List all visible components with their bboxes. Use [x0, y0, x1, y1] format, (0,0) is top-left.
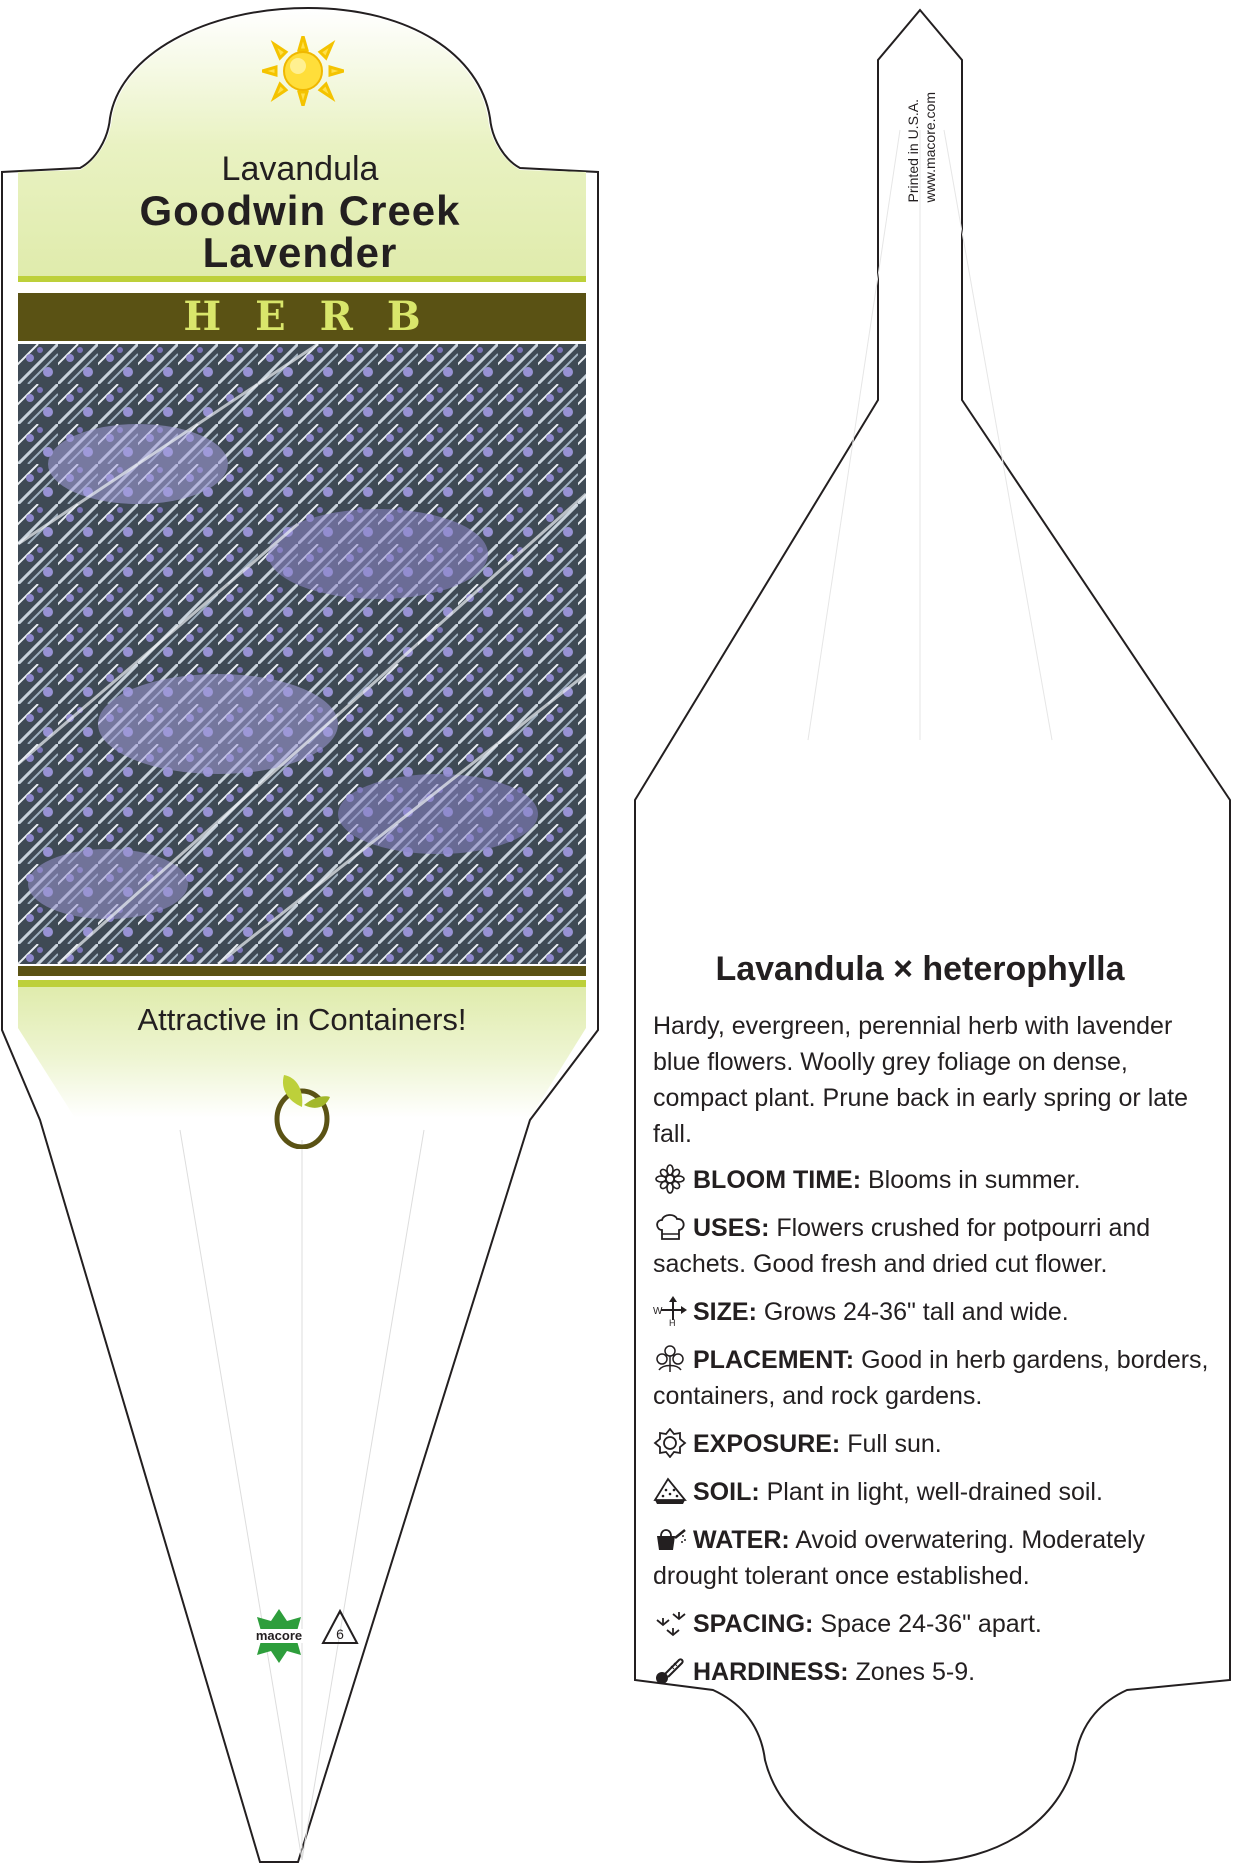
attr-label: SIZE: — [693, 1298, 757, 1326]
attr-label: SPACING: — [693, 1610, 814, 1638]
attr-text: Plant in light, well-drained soil. — [766, 1478, 1103, 1506]
attr-label: USES: — [693, 1214, 770, 1242]
printed-line2: www.macore.com — [922, 92, 938, 203]
attr-label: WATER: — [693, 1526, 790, 1554]
attr-label: HARDINESS: — [693, 1658, 849, 1686]
attr-text: Avoid overwatering. Moderately drought tolerant once established. — [653, 1526, 1146, 1590]
attr-text: Grows 24-36" tall and wide. — [763, 1298, 1069, 1326]
soil-icon — [653, 1476, 687, 1506]
svg-text:H: H — [669, 1318, 676, 1326]
attr-text: Zones 5-9. — [855, 1658, 976, 1686]
chef-hat-icon — [653, 1212, 687, 1242]
attribute-soil — [653, 1474, 1223, 1510]
attr-text: Full sun. — [847, 1430, 942, 1458]
flower-icon — [653, 1164, 687, 1194]
common-name-line1: Goodwin Creek — [139, 187, 461, 234]
attr-label: SOIL: — [693, 1478, 760, 1506]
attr-label: BLOOM TIME: — [693, 1166, 862, 1194]
placement-icon — [653, 1344, 687, 1374]
recycle-code: 6 — [336, 1626, 344, 1642]
genus-name: Lavandula — [221, 150, 379, 188]
common-name — [70, 187, 530, 276]
macore-logo-text: macore — [255, 1628, 303, 1643]
attribute-water — [653, 1522, 1223, 1594]
attribute-exposure — [653, 1426, 1223, 1462]
attribute-hardiness — [653, 1654, 1223, 1690]
seedling-icon — [270, 1067, 334, 1149]
attribute-spacing — [653, 1606, 1223, 1642]
plant-photo — [18, 344, 586, 964]
attr-text: Good in herb gardens, borders, containers, and rock gardens. — [653, 1346, 1209, 1410]
sun-outline-icon — [653, 1428, 687, 1458]
attr-label: EXPOSURE: — [693, 1430, 841, 1458]
watering-can-icon — [653, 1524, 687, 1554]
attr-text: Blooms in summer. — [867, 1166, 1081, 1194]
svg-text:W: W — [653, 1306, 663, 1317]
attr-label: PLACEMENT: — [693, 1346, 855, 1374]
plant-description: Hardy, evergreen, perennial herb with lavender blue flowers. Woolly grey foliage on dense, compact plant. Prune back in early spring or late fall. — [653, 1012, 1188, 1148]
printed-note — [905, 92, 939, 202]
sun-icon — [262, 36, 344, 106]
category-label: HERB — [183, 293, 455, 340]
attribute-placement — [653, 1342, 1223, 1414]
tagline: Attractive in Containers! — [137, 1002, 467, 1037]
size-icon — [653, 1296, 687, 1326]
attribute-size — [653, 1294, 1223, 1330]
botanical-name: Lavandula × heterophylla — [715, 950, 1125, 988]
spacing-icon — [653, 1608, 687, 1638]
care-info — [653, 1008, 1223, 1702]
printed-line1: Printed in U.S.A. — [905, 98, 921, 203]
recycle-icon — [320, 1608, 360, 1648]
macore-logo — [243, 1607, 315, 1663]
attr-text: Flowers crushed for potpourri and sachets. Good fresh and dried cut flower. — [653, 1214, 1151, 1278]
attribute-uses — [653, 1210, 1223, 1282]
attribute-bloom-time — [653, 1162, 1223, 1198]
thermometer-icon — [653, 1656, 687, 1686]
attr-text: Space 24-36" apart. — [820, 1610, 1042, 1638]
common-name-line2: Lavender — [202, 229, 398, 276]
